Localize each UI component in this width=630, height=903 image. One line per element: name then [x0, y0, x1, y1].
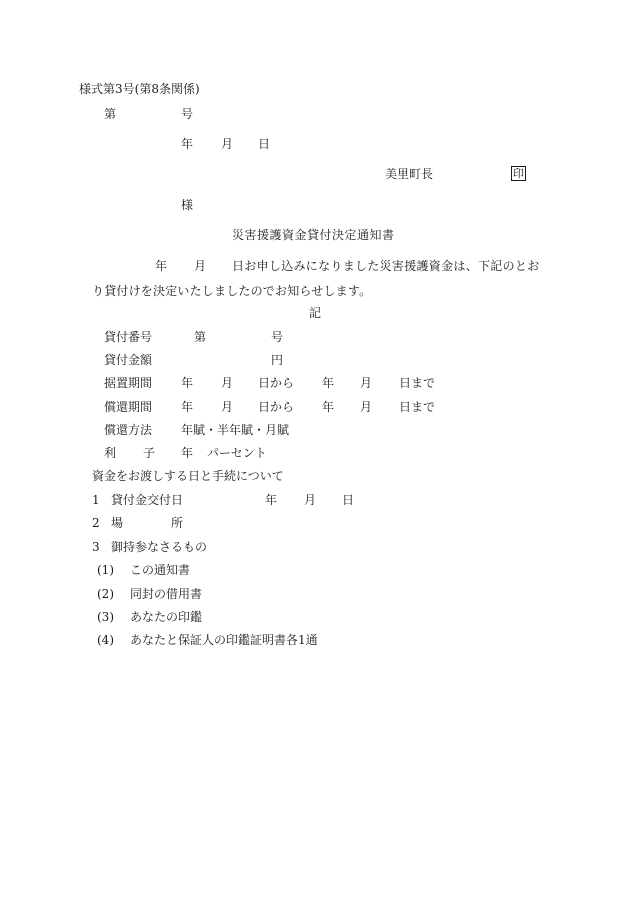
intro-line-2: り貸付けを決定いたしましたのでお知らせします。	[92, 284, 372, 298]
loan-number-label: 貸付番号	[104, 330, 153, 344]
deferment-label: 据置期間	[104, 376, 153, 390]
seal-box: 印	[513, 167, 524, 180]
item-1-number: 1	[92, 493, 100, 507]
method-label: 償還方法	[104, 423, 153, 437]
repayment-year-2: 年	[322, 400, 335, 414]
deferment-year-1: 年	[181, 376, 194, 390]
loan-number-prefix: 第	[194, 330, 207, 344]
interest-year: 年	[181, 446, 194, 460]
document-title: 災害援護資金貸付決定通知書	[232, 228, 395, 242]
repayment-year-1: 年	[181, 400, 194, 414]
number-suffix: 号	[181, 107, 194, 121]
interest-label-1: 利	[104, 446, 117, 460]
repayment-label: 償還期間	[104, 400, 153, 414]
deferment-year-2: 年	[322, 376, 335, 390]
item-1-month: 月	[304, 493, 317, 507]
belonging-3-text: あなたの印鑑	[130, 610, 203, 624]
belonging-4-number: (4)	[97, 633, 114, 647]
deferment-month-2: 月	[360, 376, 373, 390]
belonging-1-text: この通知書	[130, 563, 191, 577]
repayment-day-1: 日から	[258, 400, 295, 414]
belonging-3-number: (3)	[97, 610, 114, 624]
intro-year: 年	[155, 259, 168, 273]
loan-amount-label: 貸付金額	[104, 353, 153, 367]
number-prefix: 第	[104, 107, 117, 121]
belonging-4-text: あなたと保証人の印鑑証明書各1通	[130, 633, 318, 647]
intro-line-1: 日お申し込みになりました災害援護資金は、下記のとお	[232, 259, 540, 273]
item-2-label-1: 場	[111, 516, 124, 530]
recipient-suffix: 様	[181, 198, 194, 212]
loan-number-suffix: 号	[271, 330, 284, 344]
form-label: 様式第3号(第8条関係)	[79, 82, 200, 96]
ki-heading: 記	[309, 306, 322, 320]
date-year: 年	[181, 137, 194, 151]
item-1-day: 日	[342, 493, 355, 507]
repayment-month-2: 月	[360, 400, 373, 414]
method-value: 年賦・半年賦・月賦	[181, 423, 290, 437]
deferment-day-1: 日から	[258, 376, 295, 390]
intro-month: 月	[194, 259, 207, 273]
item-3-label: 御持参なさるもの	[111, 540, 208, 554]
belonging-2-number: (2)	[97, 587, 114, 601]
issuer-name: 美里町長	[385, 167, 434, 181]
interest-value: パーセント	[207, 446, 267, 460]
repayment-month-1: 月	[221, 400, 234, 414]
item-3-number: 3	[92, 540, 100, 554]
deferment-day-2: 日まで	[399, 376, 436, 390]
item-2-label-2: 所	[171, 516, 184, 530]
item-1-year: 年	[265, 493, 278, 507]
loan-amount-unit: 円	[271, 353, 284, 367]
date-day: 日	[258, 137, 271, 151]
item-1-label: 貸付金交付日	[111, 493, 184, 507]
belonging-1-number: (1)	[97, 563, 114, 577]
deferment-month-1: 月	[221, 376, 234, 390]
date-month: 月	[221, 137, 234, 151]
belonging-2-text: 同封の借用書	[130, 587, 203, 601]
procedure-heading: 資金をお渡しする日と手続について	[92, 469, 284, 483]
repayment-day-2: 日まで	[399, 400, 436, 414]
item-2-number: 2	[92, 516, 100, 530]
interest-label-2: 子	[143, 446, 156, 460]
